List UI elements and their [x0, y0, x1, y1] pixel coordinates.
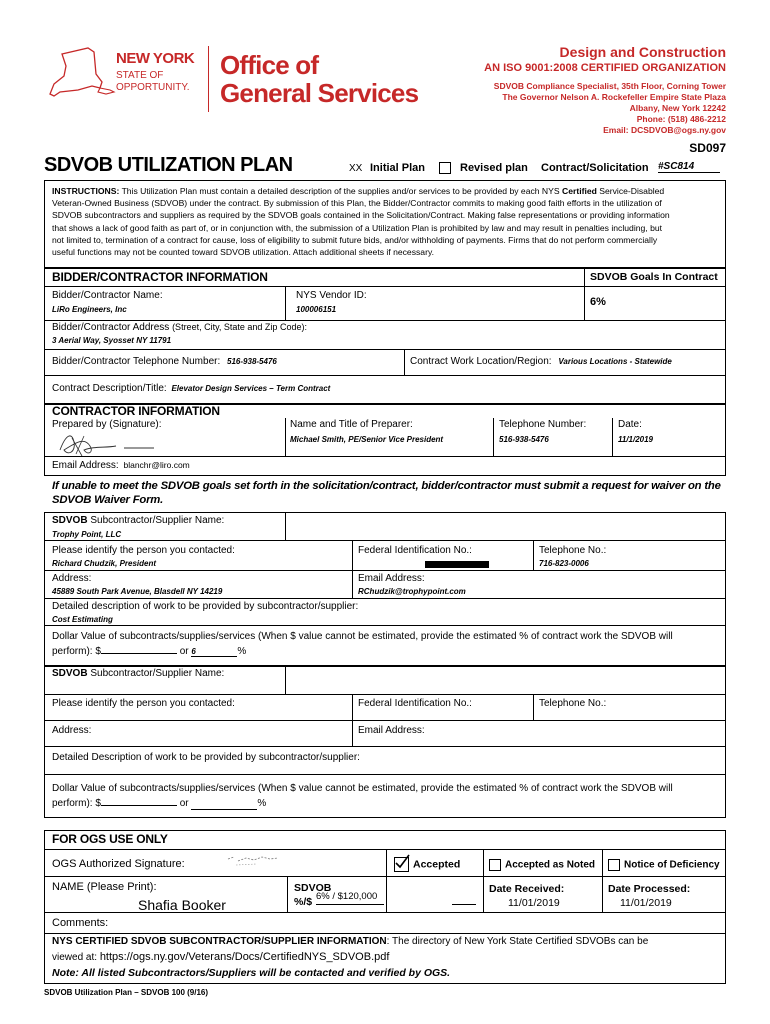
- sub1-work-value[interactable]: Cost Estimating: [52, 615, 113, 624]
- footer-text: SDVOB Utilization Plan – SDVOB 100 (9/16): [44, 988, 209, 997]
- date-processed-value[interactable]: 11/01/2019: [620, 897, 672, 909]
- sub2-fed-label: Federal Identification No.:: [358, 698, 472, 709]
- bidder-section-title: BIDDER/CONTRACTOR INFORMATION: [52, 270, 268, 284]
- bidder-address-label-main: Bidder/Contractor Address: [52, 322, 170, 333]
- divider: [44, 320, 726, 321]
- divider: [287, 876, 288, 912]
- vendor-id-label: NYS Vendor ID:: [296, 290, 367, 301]
- date-received-value[interactable]: 11/01/2019: [508, 897, 560, 909]
- ny-logo-line1: NEW YORK: [116, 50, 195, 67]
- sub2-name-label-text: Subcontractor/Supplier Name:: [90, 668, 225, 679]
- sub2-perform-label: perform): $: [52, 798, 101, 809]
- sub2-dollar-label: Dollar Value of subcontracts/supplies/services (When $ value cannot be estimated, provide the estimated % of contract work the SDVOB will: [52, 783, 673, 794]
- divider: [584, 268, 585, 320]
- sub2-name-label: [52, 668, 224, 679]
- bidder-phone-label: [52, 356, 277, 367]
- bidder-address-hint: (Street, City, State and Zip Code):: [172, 322, 307, 332]
- sub2-name-label-bold: SDVOB: [52, 668, 88, 679]
- sub1-name-value[interactable]: Trophy Point, LLC: [52, 530, 122, 539]
- phone-line: Phone: (518) 486-2212: [636, 114, 726, 124]
- accepted-label: Accepted: [413, 858, 461, 871]
- date-processed-label: Date Processed:: [608, 883, 691, 895]
- bidder-name-value[interactable]: LiRo Engineers, Inc: [52, 305, 127, 314]
- sub2-section: [44, 666, 726, 818]
- ogs-signature-label: OGS Authorized Signature:: [52, 858, 185, 870]
- sdvob-pct-label2: %/$: [294, 896, 313, 908]
- divider: [602, 849, 603, 912]
- sub1-email-label: Email Address:: [358, 573, 425, 584]
- email-label: [52, 460, 190, 471]
- divider: [483, 849, 484, 912]
- contractor-section-title: CONTRACTOR INFORMATION: [52, 404, 220, 418]
- sub2-dollar-input[interactable]: [101, 805, 177, 806]
- revised-plan-label: Revised plan: [460, 162, 528, 174]
- sdvob-underline: [316, 904, 384, 905]
- ogs-name-value[interactable]: Shafia Booker: [138, 897, 226, 913]
- directory-line1: [52, 936, 648, 947]
- date-value[interactable]: 11/1/2019: [618, 435, 653, 444]
- bidder-phone-value[interactable]: 516-938-5476: [227, 357, 277, 366]
- divider: [44, 349, 726, 350]
- sub1-perform-row: [52, 646, 246, 657]
- accepted-noted-label: Accepted as Noted: [505, 859, 596, 871]
- divider: [44, 849, 386, 850]
- sub2-tel-label: Telephone No.:: [539, 698, 607, 709]
- sub1-address-label: Address:: [52, 573, 92, 584]
- revised-plan-checkbox[interactable]: [439, 162, 451, 174]
- sub2-or-label: or: [179, 798, 189, 809]
- bidder-address-label: [52, 322, 307, 333]
- comments-label: Comments:: [52, 917, 109, 929]
- sub1-pct-input[interactable]: [191, 647, 237, 657]
- sdvob-pct-label1: SDVOB: [294, 882, 332, 894]
- work-location-value[interactable]: Various Locations - Statewide: [558, 357, 672, 366]
- vendor-id-value[interactable]: 100006151: [296, 305, 337, 314]
- deficiency-option[interactable]: [608, 859, 720, 871]
- sub1-or-label: or: [179, 646, 189, 657]
- sub1-perform-label: perform): $: [52, 646, 101, 657]
- divider: [44, 933, 726, 934]
- divider: [44, 774, 726, 775]
- sub1-pct-value: 6: [191, 647, 196, 656]
- sub1-name-label: [52, 515, 224, 526]
- instructions-line3: SDVOB subcontractors and suppliers as required by the SDVOB goals contained in the Solicitation/Contract. Making false representations or providing information: [52, 210, 670, 221]
- accepted-checkbox[interactable]: [394, 857, 409, 872]
- work-location-label-text: Contract Work Location/Region:: [410, 356, 552, 367]
- preparer-name-label: Name and Title of Preparer:: [290, 419, 413, 430]
- divider: [533, 540, 534, 570]
- deficiency-checkbox[interactable]: [608, 859, 620, 871]
- contract-desc-value[interactable]: Elevator Design Services – Term Contract: [171, 384, 331, 393]
- sub1-email-value[interactable]: RChudzik@trophypoint.com: [358, 587, 466, 596]
- bidder-name-label: Bidder/Contractor Name:: [52, 290, 163, 301]
- contractor-phone-label: Telephone Number:: [499, 419, 587, 430]
- sub1-name-label-bold: SDVOB: [52, 515, 88, 526]
- sub2-pct-sign: %: [257, 798, 267, 809]
- accepted-noted-option[interactable]: [489, 859, 595, 871]
- instructions-line1b: Service-Disabled: [599, 186, 665, 196]
- form-code: SD097: [689, 141, 726, 155]
- sub1-fed-label: Federal Identification No.:: [358, 545, 472, 556]
- sdvob-goals-title: SDVOB Goals In Contract: [590, 271, 718, 283]
- divider: [44, 876, 386, 877]
- sub1-pct-sign: %: [237, 646, 247, 657]
- date-received-label: Date Received:: [489, 883, 565, 895]
- bidder-address-value[interactable]: 3 Aerial Way, Syosset NY 11791: [52, 336, 172, 345]
- sub1-fed-redacted: [425, 561, 489, 568]
- instructions-line5: not limited to, termination of a contract for cause, loss of eligibility to submit future bids, and/or withholding of payments. Firms that do not perform commercially: [52, 234, 658, 245]
- sub1-contact-value[interactable]: Richard Chudzik, President: [52, 559, 157, 568]
- contract-desc-label: [52, 383, 330, 394]
- divider: [285, 286, 286, 320]
- instructions-line1: This Utilization Plan must contain a detailed description of the supplies and/or services to be provided by each NYS: [121, 186, 560, 196]
- sub1-dollar-input[interactable]: [101, 653, 177, 654]
- sub2-address-label: Address:: [52, 725, 92, 736]
- ogs-logo-line1: Office of: [220, 50, 319, 80]
- contract-solicitation-value[interactable]: #SC814: [658, 161, 720, 173]
- divider: [44, 912, 726, 913]
- ny-logo-line3: OPPORTUNITY.: [116, 82, 190, 93]
- directory-url-prefix: viewed at:: [52, 952, 98, 963]
- ogs-section-title: FOR OGS USE ONLY: [52, 832, 168, 846]
- sub2-work-label: Detailed Description of work to be provided by subcontractor/supplier:: [52, 752, 360, 763]
- sub2-perform-row: [52, 798, 266, 810]
- checkmark-icon: [394, 854, 410, 870]
- divider: [44, 570, 726, 571]
- address-line3: Albany, New York 12242: [629, 103, 726, 113]
- instructions-line2: Veteran-Owned Business (SDVOB) under the contract. By submission of this Plan, the Bidder/Contractor commits to making good faith efforts in the utilization of: [52, 198, 662, 209]
- divider: [493, 418, 494, 456]
- divider: [44, 540, 726, 541]
- divider: [612, 418, 613, 456]
- prepared-by-label: Prepared by (Signature):: [52, 419, 162, 430]
- sub2-contact-label: Please identify the person you contacted:: [52, 698, 235, 709]
- divider: [533, 694, 534, 720]
- contract-desc-label-text: Contract Description/Title:: [52, 383, 167, 394]
- sub1-work-label: Detailed description of work to be provided by subcontractor/supplier:: [52, 601, 359, 612]
- divider: [285, 418, 286, 456]
- divider: [44, 286, 726, 287]
- divider: [44, 746, 726, 747]
- divider: [44, 598, 726, 599]
- waiver-notice: If unable to meet the SDVOB goals set forth in the solicitation/contract, bidder/contractor must submit a request for waiver on the SDVOB Waiver Form.: [52, 480, 721, 506]
- divider: [44, 625, 726, 626]
- instructions-text: [52, 185, 720, 258]
- initial-plan-mark: XX: [349, 163, 363, 174]
- instructions-line6: useful functions may not be counted toward SDVOB utilization. Attach additional sheets if necessary.: [52, 247, 434, 258]
- contract-solicitation-label: Contract/Solicitation: [541, 162, 649, 174]
- ogs-name-label: NAME (Please Print):: [52, 881, 157, 893]
- accepted-option[interactable]: [394, 857, 460, 872]
- ny-logo-line2: STATE OF: [116, 70, 164, 81]
- preparer-name-value[interactable]: Michael Smith, PE/Senior Vice President: [290, 435, 444, 444]
- sub1-tel-value[interactable]: 716-823-0006: [539, 559, 589, 568]
- address-line1: SDVOB Compliance Specialist, 35th Floor, Corning Tower: [493, 81, 726, 91]
- divider: [44, 720, 726, 721]
- work-location-label: [410, 356, 672, 367]
- date-label: Date:: [618, 419, 642, 430]
- sub2-pct-input[interactable]: [191, 798, 257, 810]
- divider: [404, 349, 405, 375]
- email-label-text: Email Address:: [52, 460, 119, 471]
- instructions-certified: Certified: [562, 186, 597, 196]
- accepted-noted-checkbox[interactable]: [489, 859, 501, 871]
- divider: [386, 849, 726, 850]
- divider: [44, 694, 726, 695]
- sdvob-goals-value[interactable]: 6%: [590, 296, 606, 308]
- ny-state-logo: [48, 42, 208, 112]
- address-line2: The Governor Nelson A. Rockefeller Empire State Plaza: [502, 92, 726, 102]
- verification-note: Note: All listed Subcontractors/Suppliers will be contacted and verified by OGS.: [52, 967, 451, 979]
- ogs-signature[interactable]: [226, 853, 282, 869]
- sub1-address-value[interactable]: 45889 South Park Avenue, Blasdell NY 14219: [52, 587, 223, 596]
- divider: [44, 456, 726, 457]
- instructions-line4: that shows a lack of good faith as part of, or in conjunction with, the submission of a Utilization Plan is prohibited by law and may result in penalties including, but: [52, 222, 663, 233]
- divider: [352, 540, 353, 598]
- directory-bold: NYS CERTIFIED SDVOB SUBCONTRACTOR/SUPPLIER INFORMATION: [52, 936, 387, 947]
- email-line: Email: DCSDVOB@ogs.ny.gov: [603, 125, 726, 135]
- directory-url-link[interactable]: https://ogs.ny.gov/Veterans/Docs/CertifiedNYS_SDVOB.pdf: [99, 951, 390, 963]
- initial-plan-label: Initial Plan: [370, 162, 426, 174]
- sub1-contact-label: Please identify the person you contacted:: [52, 545, 235, 556]
- division-title: Design and Construction: [559, 44, 726, 60]
- instructions-lead: INSTRUCTIONS:: [52, 186, 120, 196]
- divider: [285, 512, 286, 540]
- page-title: SDVOB UTILIZATION PLAN: [44, 154, 293, 176]
- divider: [44, 375, 726, 376]
- directory-text: : The directory of New York State Certified SDVOBs can be: [386, 936, 649, 947]
- sub1-tel-label: Telephone No.:: [539, 545, 607, 556]
- divider: [386, 849, 387, 912]
- blank-underline: [452, 904, 476, 905]
- divider: [285, 666, 286, 694]
- email-value[interactable]: blanchr@liro.com: [123, 460, 190, 470]
- logo-divider: [208, 46, 209, 112]
- divider: [386, 876, 726, 877]
- contractor-phone-value[interactable]: 516-938-5476: [499, 435, 549, 444]
- sdvob-pct-value[interactable]: 6% / $120,000: [316, 891, 378, 902]
- sub1-name-label-text: Subcontractor/Supplier Name:: [90, 515, 225, 526]
- bidder-phone-label-text: Bidder/Contractor Telephone Number:: [52, 356, 221, 367]
- sub2-email-label: Email Address:: [358, 725, 425, 736]
- iso-line: AN ISO 9001:2008 CERTIFIED ORGANIZATION: [484, 62, 726, 74]
- deficiency-label: Notice of Deficiency: [624, 859, 720, 871]
- directory-line2: [52, 951, 389, 963]
- ogs-logo-line2: General Services: [220, 78, 419, 108]
- sub1-dollar-label: Dollar Value of subcontracts/supplies/services (When $ value cannot be estimated, provide the estimated % of contract work the SDVOB will: [52, 631, 673, 642]
